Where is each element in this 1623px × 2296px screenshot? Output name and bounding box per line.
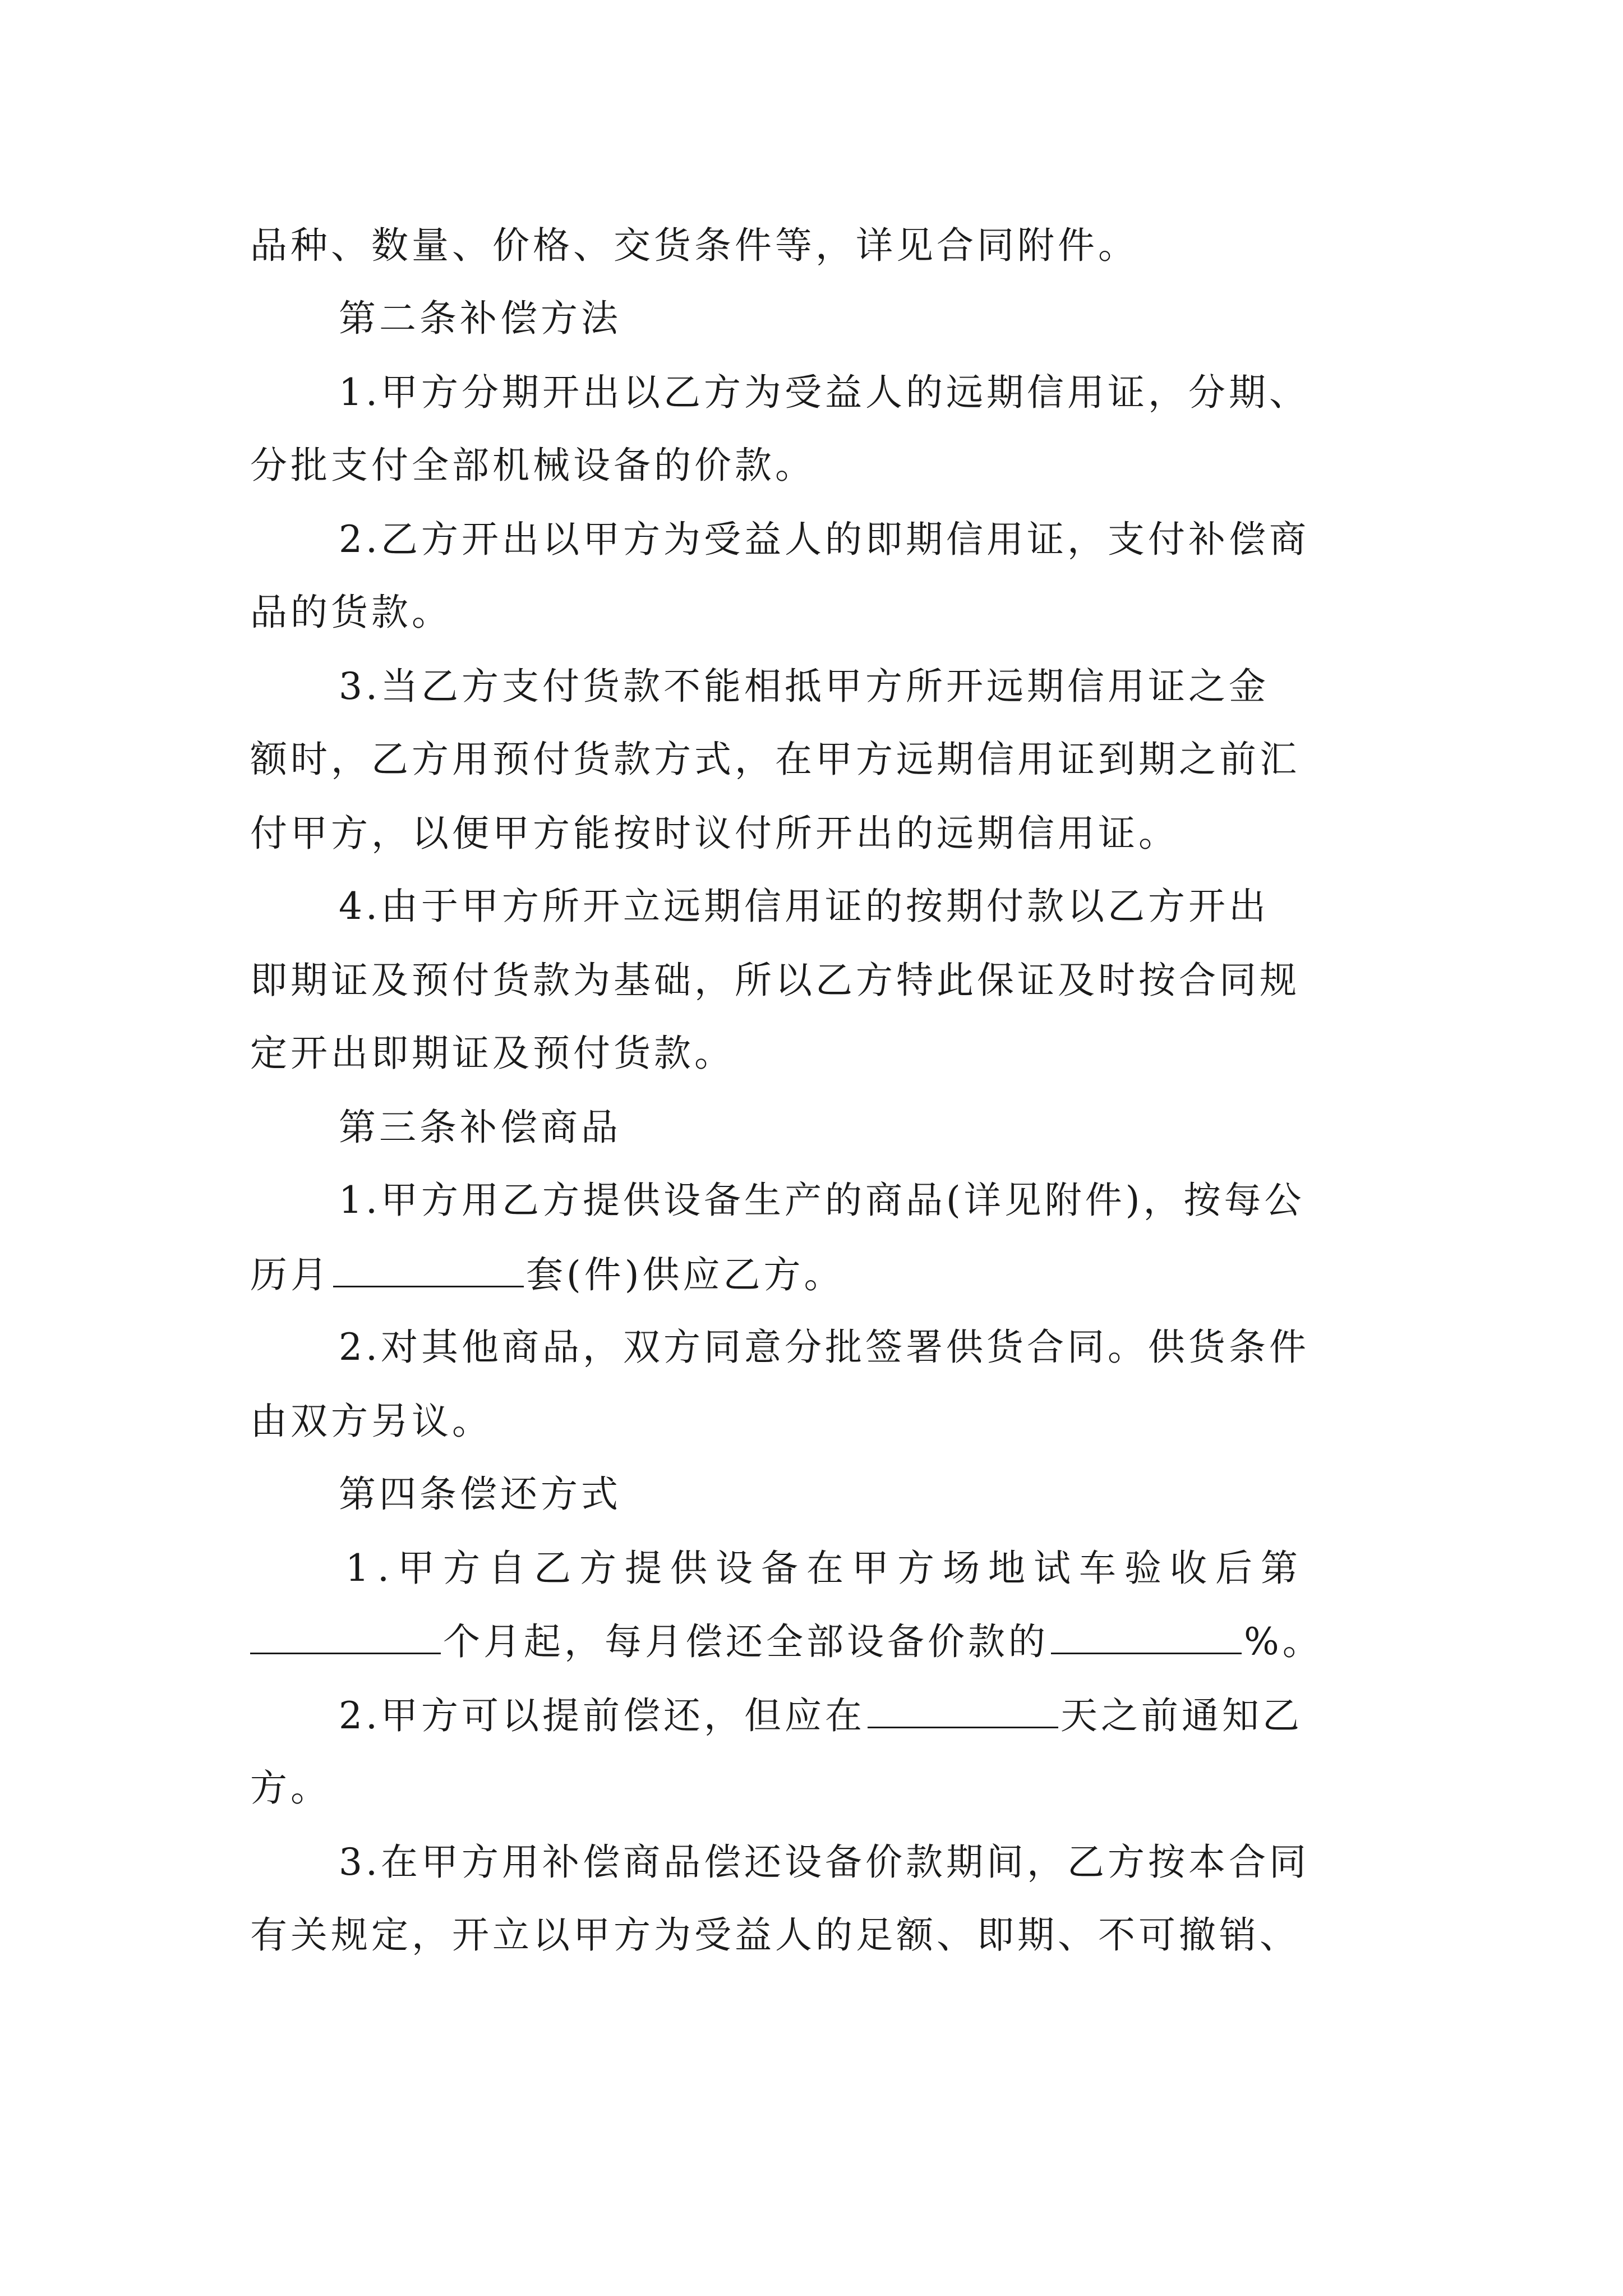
text-line: 定开出即期证及预付货款。 xyxy=(250,1032,735,1075)
text-line: 即期证及预付货款为基础，所以乙方特此保证及时按合同规 xyxy=(250,959,1300,1002)
text-line: 4.由于甲方所开立远期信用证的按期付款以乙方开出 xyxy=(339,885,1269,928)
text-line: 付甲方，以便甲方能按时议付所开出的远期信用证。 xyxy=(250,812,1179,855)
text-line: 3.当乙方支付货款不能相抵甲方所开远期信用证之金 xyxy=(339,665,1269,708)
text-segment: 2.甲方可以提前偿还，但应在 xyxy=(339,1694,865,1737)
text-line: 额时，乙方用预付货款方式，在甲方远期信用证到期之前汇 xyxy=(250,738,1300,781)
text-segment: 天之前通知乙 xyxy=(1060,1694,1303,1737)
text-line: 方。 xyxy=(250,1766,331,1810)
fill-in-blank[interactable] xyxy=(333,1252,524,1287)
text-line: 有关规定，开立以甲方为受益人的足额、即期、不可撤销、 xyxy=(250,1913,1300,1957)
section-heading: 第三条补偿商品 xyxy=(339,1106,621,1149)
text-line xyxy=(250,1619,1323,1664)
text-line: 1.甲方自乙方提供设备在甲方场地试车验收后第 xyxy=(345,1547,1306,1590)
text-line: 2.对其他商品，双方同意分批签署供货合同。供货条件 xyxy=(339,1326,1310,1369)
text-segment: 历月 xyxy=(250,1253,331,1296)
text-segment: 个月起，每月偿还全部设备价款的 xyxy=(443,1620,1049,1663)
text-segment: 套(件)供应乙方。 xyxy=(526,1253,845,1296)
text-segment: %。 xyxy=(1244,1620,1323,1663)
text-line: 1.甲方分期开出以乙方为受益人的远期信用证，分期、 xyxy=(339,371,1310,414)
section-heading: 第四条偿还方式 xyxy=(339,1473,621,1516)
text-line: 由双方另议。 xyxy=(250,1400,492,1443)
text-line: 分批支付全部机械设备的价款。 xyxy=(250,444,815,487)
text-line: 1.甲方用乙方提供设备生产的商品(详见附件)，按每公 xyxy=(339,1179,1305,1222)
text-line xyxy=(339,1693,1303,1738)
text-line: 品种、数量、价格、交货条件等，详见合同附件。 xyxy=(250,224,1138,267)
fill-in-blank[interactable] xyxy=(250,1619,441,1654)
text-line xyxy=(250,1252,845,1297)
fill-in-blank[interactable] xyxy=(868,1693,1058,1728)
fill-in-blank[interactable] xyxy=(1051,1619,1242,1654)
text-line: 2.乙方开出以甲方为受益人的即期信用证，支付补偿商 xyxy=(339,518,1310,561)
text-line: 品的货款。 xyxy=(250,591,452,634)
text-line: 3.在甲方用补偿商品偿还设备价款期间，乙方按本合同 xyxy=(339,1841,1310,1884)
section-heading: 第二条补偿方法 xyxy=(339,297,621,340)
